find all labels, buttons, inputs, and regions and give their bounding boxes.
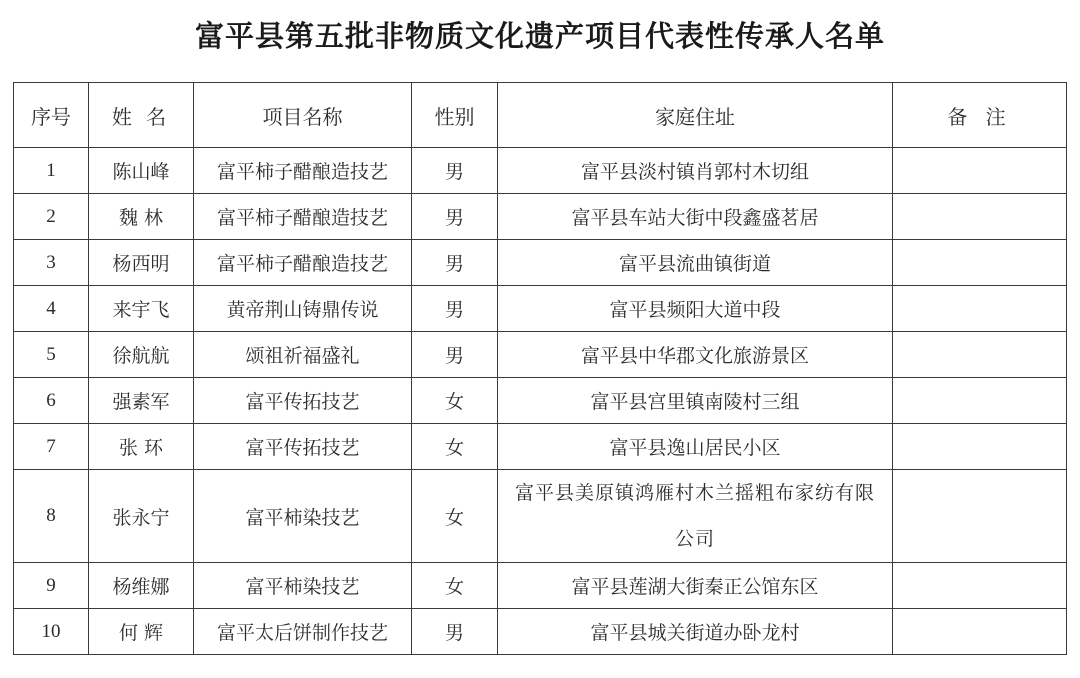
header-remarks: 备 注 xyxy=(893,83,1067,148)
table-row xyxy=(14,332,1067,378)
cell-remarks xyxy=(893,286,1067,332)
cell-gender: 女 xyxy=(412,470,498,563)
cell-project: 富平传拓技艺 xyxy=(194,424,412,470)
cell-project: 富平柿染技艺 xyxy=(194,470,412,563)
cell-address-text: 富平县美原镇鸿雁村木兰摇粗布家纺有限公司 xyxy=(514,482,875,550)
cell-index: 5 xyxy=(14,332,89,378)
cell-remarks xyxy=(893,470,1067,563)
cell-name: 杨维娜 xyxy=(89,563,194,609)
cell-index: 1 xyxy=(14,148,89,194)
cell-remarks xyxy=(893,148,1067,194)
table-row xyxy=(14,424,1067,470)
cell-gender: 男 xyxy=(412,609,498,655)
cell-name: 来宇飞 xyxy=(89,286,194,332)
cell-project: 富平传拓技艺 xyxy=(194,378,412,424)
cell-index: 2 xyxy=(14,194,89,240)
cell-project: 富平柿子醋酿造技艺 xyxy=(194,240,412,286)
cell-remarks xyxy=(893,378,1067,424)
cell-address: 富平县流曲镇街道 xyxy=(498,240,893,286)
cell-index: 10 xyxy=(14,609,89,655)
cell-index: 8 xyxy=(14,470,89,563)
table-row xyxy=(14,563,1067,609)
cell-remarks xyxy=(893,332,1067,378)
cell-gender: 女 xyxy=(412,424,498,470)
cell-address: 富平县宫里镇南陵村三组 xyxy=(498,378,893,424)
cell-index: 3 xyxy=(14,240,89,286)
cell-address: 富平县车站大街中段鑫盛茗居 xyxy=(498,194,893,240)
header-index: 序号 xyxy=(14,83,89,148)
table-row xyxy=(14,148,1067,194)
cell-gender: 男 xyxy=(412,240,498,286)
cell-remarks xyxy=(893,240,1067,286)
cell-project: 富平柿子醋酿造技艺 xyxy=(194,148,412,194)
cell-gender: 女 xyxy=(412,378,498,424)
header-gender: 性别 xyxy=(412,83,498,148)
cell-index: 9 xyxy=(14,563,89,609)
table-row xyxy=(14,194,1067,240)
cell-project: 富平柿子醋酿造技艺 xyxy=(194,194,412,240)
cell-name: 魏 林 xyxy=(89,194,194,240)
cell-name: 张永宁 xyxy=(89,470,194,563)
cell-remarks xyxy=(893,194,1067,240)
cell-remarks xyxy=(893,609,1067,655)
cell-name: 杨西明 xyxy=(89,240,194,286)
cell-gender: 男 xyxy=(412,148,498,194)
cell-gender: 男 xyxy=(412,286,498,332)
cell-address: 富平县莲湖大街秦正公馆东区 xyxy=(498,563,893,609)
cell-remarks xyxy=(893,563,1067,609)
table-row xyxy=(14,378,1067,424)
cell-project: 富平柿染技艺 xyxy=(194,563,412,609)
cell-name: 徐航航 xyxy=(89,332,194,378)
table-row xyxy=(14,286,1067,332)
cell-address: 富平县淡村镇肖郭村木切组 xyxy=(498,148,893,194)
header-name: 姓 名 xyxy=(89,83,194,148)
table-row xyxy=(14,609,1067,655)
header-project: 项目名称 xyxy=(194,83,412,148)
cell-project: 颂祖祈福盛礼 xyxy=(194,332,412,378)
inheritor-table xyxy=(13,82,1067,655)
cell-address: 富平县频阳大道中段 xyxy=(498,286,893,332)
cell-address: 富平县逸山居民小区 xyxy=(498,424,893,470)
table-header-row xyxy=(14,83,1067,148)
cell-address xyxy=(498,470,893,563)
cell-address: 富平县城关街道办卧龙村 xyxy=(498,609,893,655)
header-address: 家庭住址 xyxy=(498,83,893,148)
cell-project: 富平太后饼制作技艺 xyxy=(194,609,412,655)
cell-gender: 女 xyxy=(412,563,498,609)
cell-gender: 男 xyxy=(412,332,498,378)
cell-index: 7 xyxy=(14,424,89,470)
cell-name: 强素军 xyxy=(89,378,194,424)
cell-project: 黄帝荆山铸鼎传说 xyxy=(194,286,412,332)
cell-index: 6 xyxy=(14,378,89,424)
cell-name: 陈山峰 xyxy=(89,148,194,194)
cell-index: 4 xyxy=(14,286,89,332)
cell-address: 富平县中华郡文化旅游景区 xyxy=(498,332,893,378)
cell-remarks xyxy=(893,424,1067,470)
cell-gender: 男 xyxy=(412,194,498,240)
document-title: 富平县第五批非物质文化遗产项目代表性传承人名单 xyxy=(194,19,885,53)
table-row xyxy=(14,240,1067,286)
table-row xyxy=(14,470,1067,563)
cell-name: 何 辉 xyxy=(89,609,194,655)
cell-name: 张 环 xyxy=(89,424,194,470)
